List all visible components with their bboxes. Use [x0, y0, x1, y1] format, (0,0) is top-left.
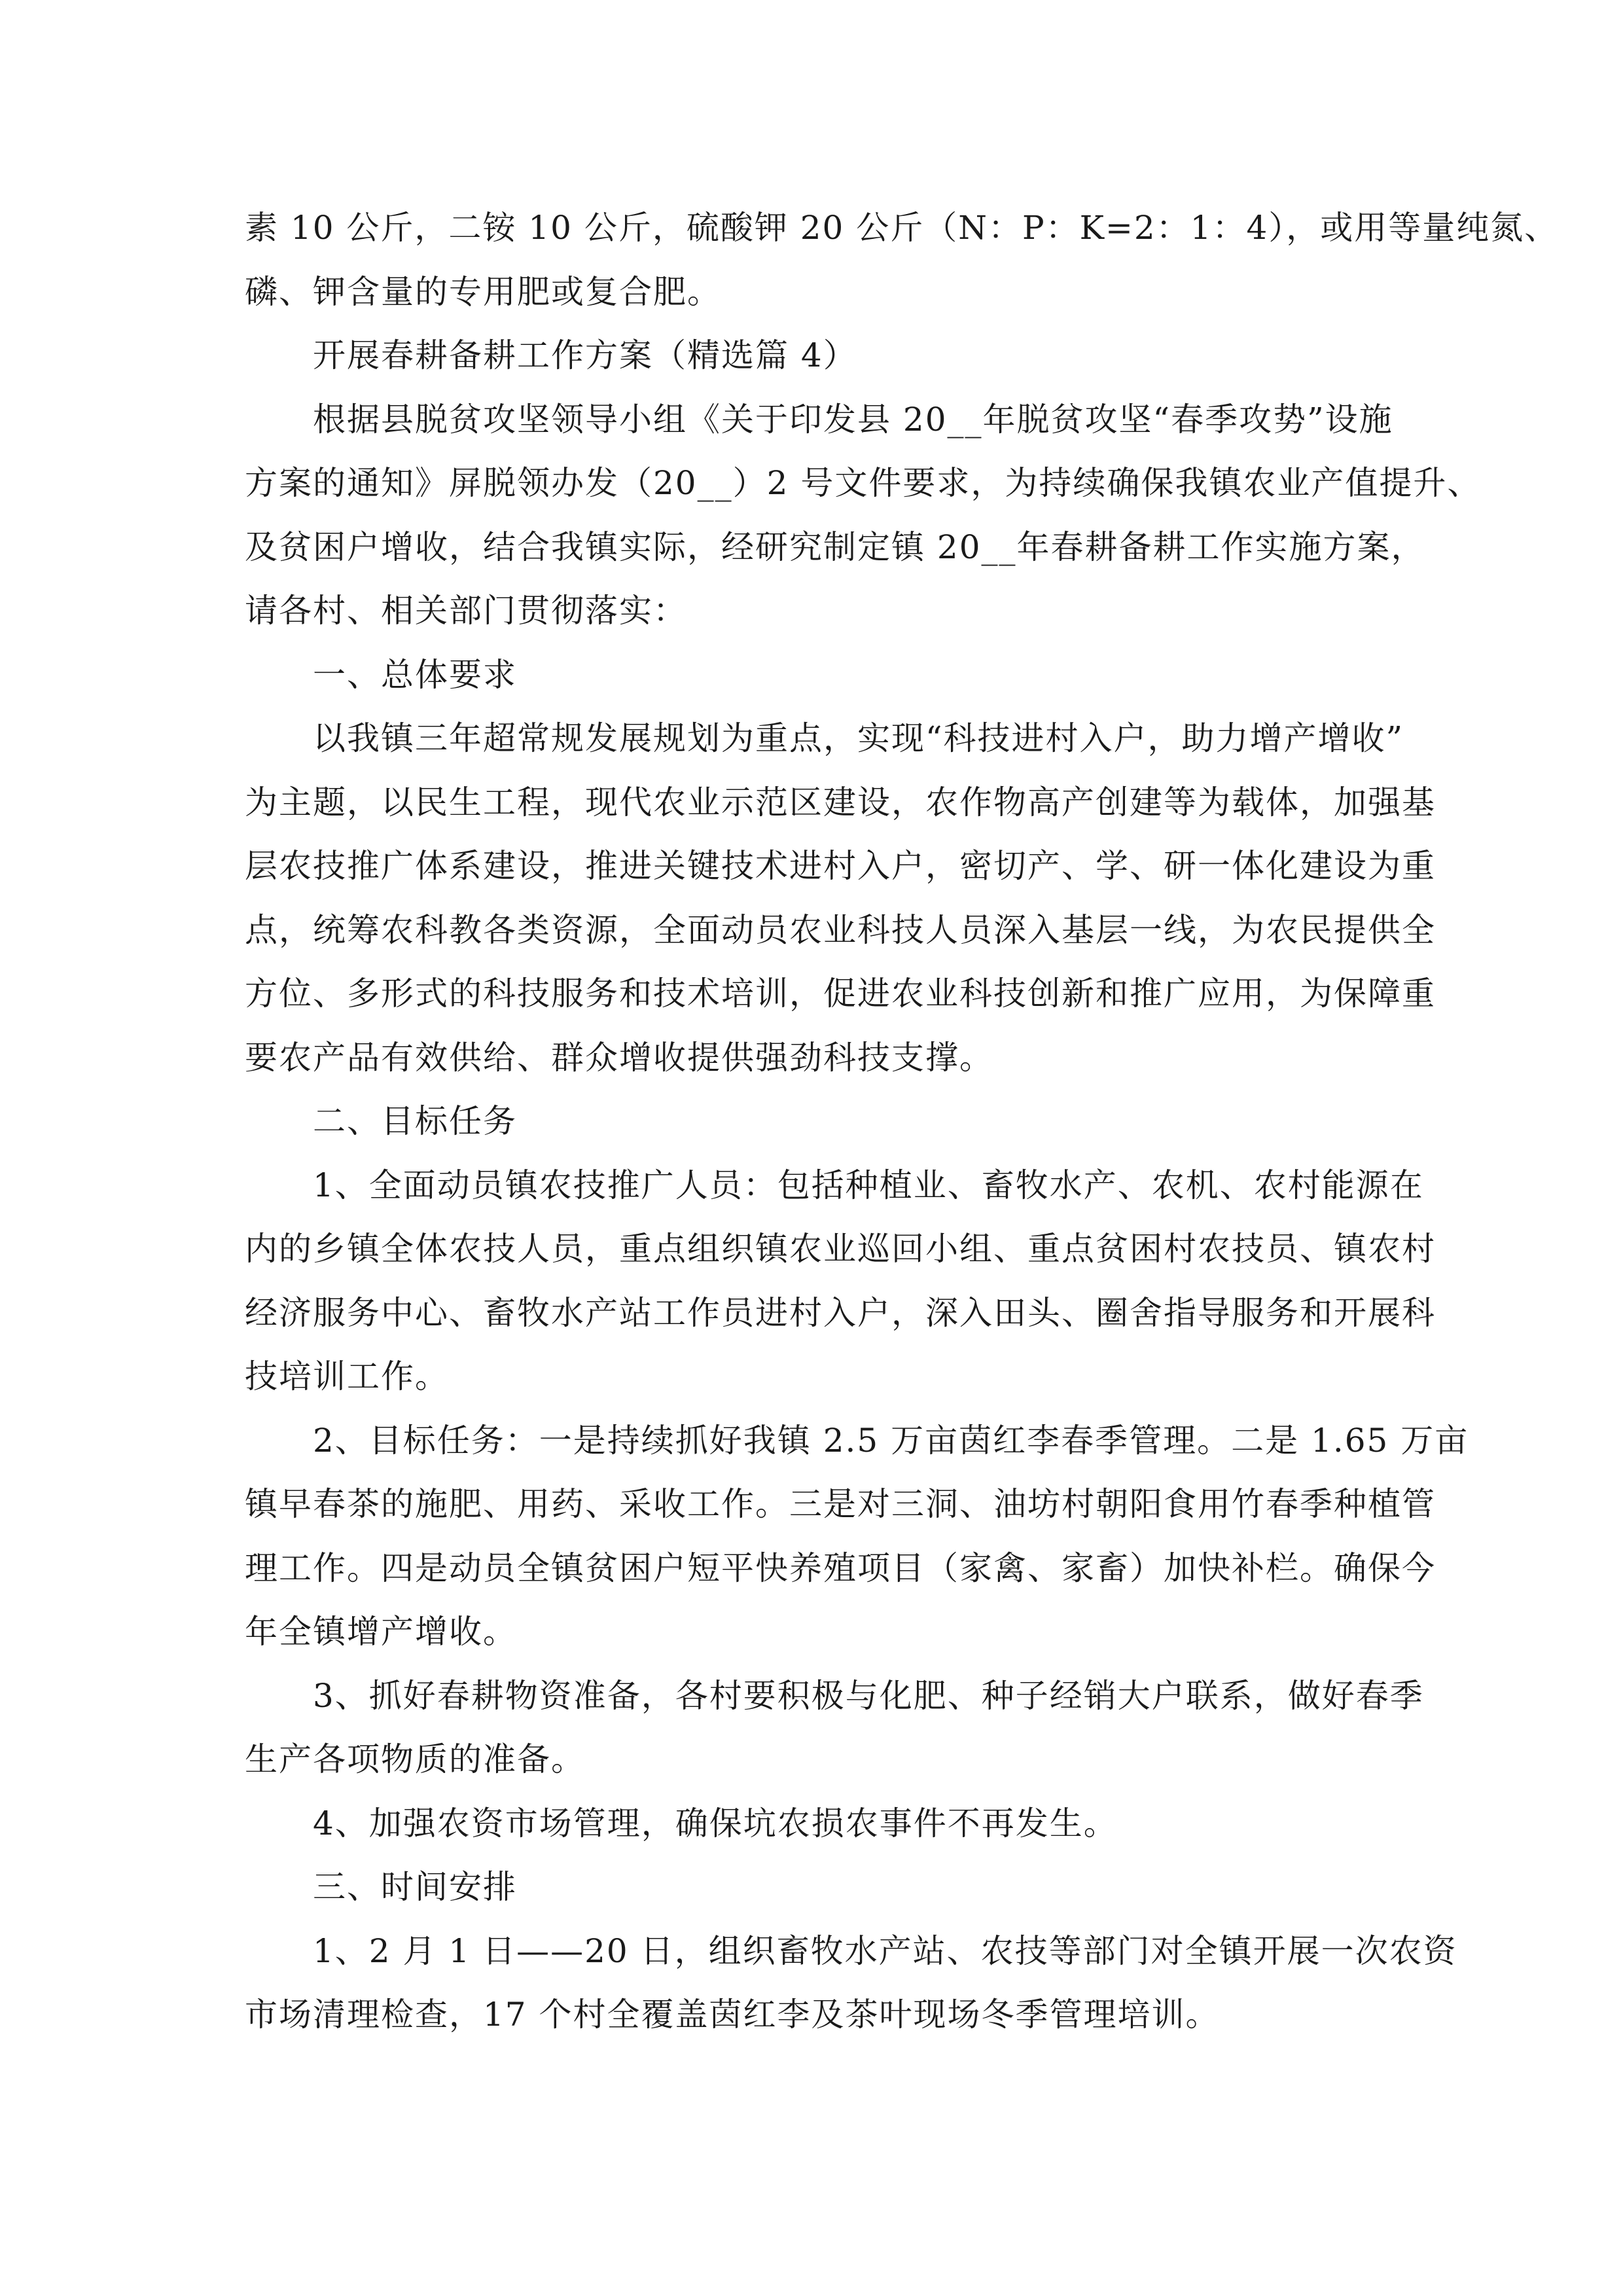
paragraph-line: 层农技推广体系建设，推进关键技术进村入户，密切产、学、研一体化建设为重	[245, 847, 1436, 885]
paragraph-start-line: 1、2 月 1 日——20 日，组织畜牧水产站、农技等部门对全镇开展一次农资	[313, 1931, 1457, 1970]
paragraph-line: 点，统筹农科教各类资源，全面动员农业科技人员深入基层一线，为农民提供全	[245, 910, 1436, 949]
paragraph-line: 内的乡镇全体农技人员，重点组织镇农业巡回小组、重点贫困村农技员、镇农村	[245, 1230, 1436, 1268]
paragraph-start-line: 根据县脱贫攻坚领导小组《关于印发县 20__年脱贫攻坚“春季攻势”设施	[313, 400, 1393, 439]
paragraph-line: 磷、钾含量的专用肥或复合肥。	[245, 272, 721, 311]
paragraph-line: 技培训工作。	[245, 1357, 449, 1395]
paragraph-line: 要农产品有效供给、群众增收提供强劲科技支撑。	[245, 1038, 993, 1077]
paragraph-line: 为主题，以民生工程，现代农业示范区建设，农作物高产创建等为载体，加强基	[245, 783, 1436, 821]
paragraph-line: 市场清理检查，17 个村全覆盖茵红李及茶叶现场冬季管理培训。	[245, 1996, 1220, 2034]
paragraph-start-line: 二、目标任务	[313, 1102, 517, 1140]
paragraph-start-line: 3、抓好春耕物资准备，各村要积极与化肥、种子经销大户联系，做好春季	[313, 1676, 1424, 1715]
paragraph-line: 经济服务中心、畜牧水产站工作员进村入户，深入田头、圈舍指导服务和开展科	[245, 1293, 1436, 1332]
paragraph-start-line: 以我镇三年超常规发展规划为重点，实现“科技进村入户，助力增产增收”	[313, 719, 1404, 757]
paragraph-line: 方位、多形式的科技服务和技术培训，促进农业科技创新和推广应用，为保障重	[245, 975, 1436, 1013]
paragraph-start-line: 4、加强农资市场管理，确保坑农损农事件不再发生。	[313, 1804, 1118, 1842]
paragraph-line: 生产各项物质的准备。	[245, 1740, 585, 1778]
paragraph-line: 理工作。四是动员全镇贫困户短平快养殖项目（家禽、家畜）加快补栏。确保今	[245, 1549, 1436, 1587]
paragraph-start-line: 2、目标任务：一是持续抓好我镇 2.5 万亩茵红李春季管理。二是 1.65 万亩	[313, 1421, 1469, 1460]
paragraph-line: 年全镇增产增收。	[245, 1613, 517, 1651]
paragraph-line: 素 10 公斤，二铵 10 公斤，硫酸钾 20 公斤（N：P：K=2：1：4），或用等量纯氮、	[245, 209, 1559, 247]
paragraph-line: 方案的通知》屏脱领办发（20__）2 号文件要求，为持续确保我镇农业产值提升、	[245, 464, 1482, 502]
paragraph-line: 镇早春茶的施肥、用药、采收工作。三是对三洞、油坊村朝阳食用竹春季种植管	[245, 1485, 1436, 1523]
paragraph-line: 及贫困户增收，结合我镇实际，经研究制定镇 20__年春耕备耕工作实施方案，	[245, 528, 1425, 566]
paragraph-start-line: 1、全面动员镇农技推广人员：包括种植业、畜牧水产、农机、农村能源在	[313, 1166, 1424, 1204]
paragraph-line: 请各村、相关部门贯彻落实：	[245, 592, 687, 630]
document-body	[245, 196, 1559, 2047]
paragraph-start-line: 一、总体要求	[313, 655, 517, 694]
paragraph-start-line: 三、时间安排	[313, 1868, 517, 1906]
paragraph-start-line: 开展春耕备耕工作方案（精选篇 4）	[313, 336, 857, 374]
